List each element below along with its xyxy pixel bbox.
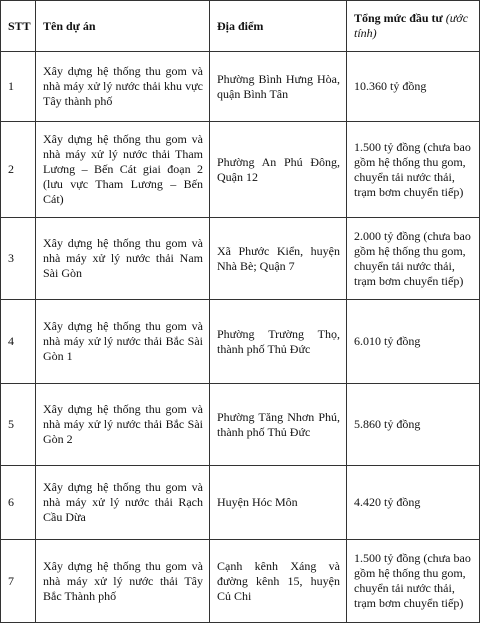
cell-project: Xây dựng hệ thống thu gom và nhà máy xử lý nước thải Bắc Sài Gòn 1 — [36, 300, 210, 384]
cell-stt: 3 — [1, 218, 36, 300]
cell-stt: 2 — [1, 122, 36, 218]
cell-investment: 6.010 tỷ đồng — [347, 300, 480, 384]
cell-project: Xây dựng hệ thống thu gom và nhà máy xử lý nước thải Tham Lương – Bến Cát giai đoạn 2 (lưu vực Tham Lương – Bến Cát) — [36, 122, 210, 218]
table-row — [1, 540, 480, 623]
cell-investment: 1.500 tỷ đồng (chưa bao gồm hệ thống thu gom, chuyển tải nước thải, trạm bơm chuyển tiếp) — [347, 122, 480, 218]
cell-location: Cạnh kênh Xáng và đường kênh 15, huyện Củ Chi — [210, 540, 347, 623]
header-investment — [347, 1, 480, 52]
cell-location: Huyện Hóc Môn — [210, 466, 347, 540]
header-investment-note: (ước tính) — [354, 11, 469, 40]
cell-location: Phường Trường Thọ, thành phố Thủ Đức — [210, 300, 347, 384]
header-stt: STT — [1, 1, 36, 52]
table-row — [1, 466, 480, 540]
table-row — [1, 300, 480, 384]
cell-investment: 5.860 tỷ đồng — [347, 384, 480, 466]
header-investment-label: Tổng mức đầu tư — [354, 11, 443, 25]
cell-location: Xã Phước Kiển, huyện Nhà Bè; Quận 7 — [210, 218, 347, 300]
cell-investment: 10.360 tỷ đồng — [347, 52, 480, 122]
cell-stt: 5 — [1, 384, 36, 466]
table-row — [1, 52, 480, 122]
cell-stt: 1 — [1, 52, 36, 122]
table-row — [1, 122, 480, 218]
cell-location: Phường Bình Hưng Hòa, quận Bình Tân — [210, 52, 347, 122]
table-row — [1, 218, 480, 300]
cell-project: Xây dựng hệ thống thu gom và nhà máy xử lý nước thải Tây Bắc Thành phố — [36, 540, 210, 623]
table-row — [1, 384, 480, 466]
header-location: Địa điểm — [210, 1, 347, 52]
cell-stt: 6 — [1, 466, 36, 540]
cell-project: Xây dựng hệ thống thu gom và nhà máy xử lý nước thải khu vực Tây thành phố — [36, 52, 210, 122]
cell-location: Phường Tăng Nhơn Phú, thành phố Thủ Đức — [210, 384, 347, 466]
cell-project: Xây dựng hệ thống thu gom và nhà máy xử lý nước thải Nam Sài Gòn — [36, 218, 210, 300]
cell-project: Xây dựng hệ thống thu gom và nhà máy xử lý nước thải Bắc Sài Gòn 2 — [36, 384, 210, 466]
cell-investment: 2.000 tỷ đồng (chưa bao gồm hệ thống thu gom, chuyển tải nước thải, trạm bơm chuyển tiếp) — [347, 218, 480, 300]
table-header-row — [1, 1, 480, 52]
cell-location: Phường An Phú Đông, Quận 12 — [210, 122, 347, 218]
header-project: Tên dự án — [36, 1, 210, 52]
cell-stt: 4 — [1, 300, 36, 384]
cell-investment: 1.500 tỷ đồng (chưa bao gồm hệ thống thu gom, chuyển tải nước thải, trạm bơm chuyển tiếp) — [347, 540, 480, 623]
cell-stt: 7 — [1, 540, 36, 623]
cell-project: Xây dựng hệ thống thu gom và nhà máy xử lý nước thải Rạch Cầu Dừa — [36, 466, 210, 540]
cell-investment: 4.420 tỷ đồng — [347, 466, 480, 540]
